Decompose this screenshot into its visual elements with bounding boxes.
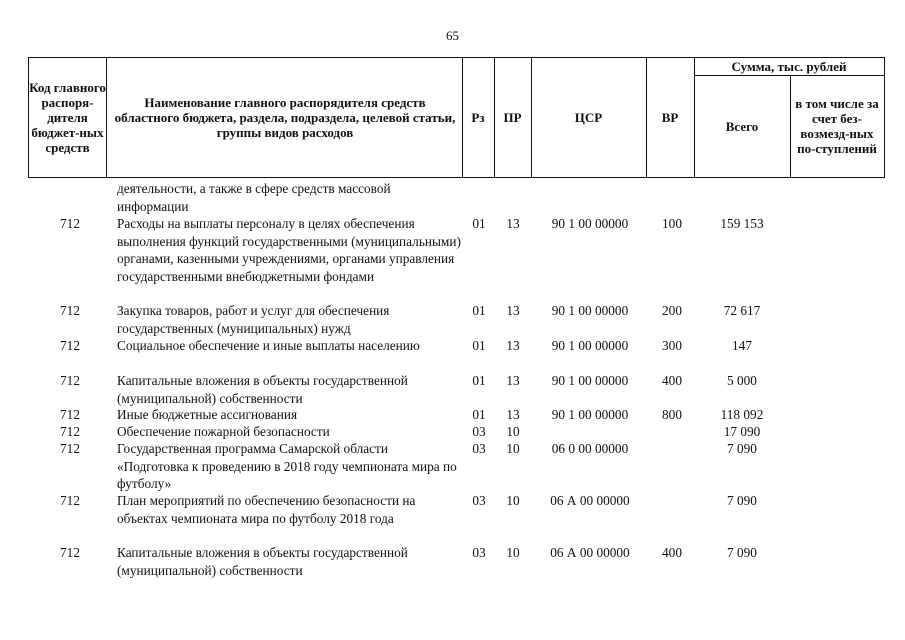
row-code: 712	[60, 303, 80, 318]
row-name: Социальное обеспечение и иные выплаты населению	[117, 338, 420, 353]
row-total: 17 090	[723, 424, 761, 439]
row-pr: 13	[506, 216, 520, 231]
header-csr: ЦСР	[574, 110, 603, 125]
row-vr: 100	[662, 216, 682, 231]
row-code: 712	[60, 338, 80, 353]
row-pr: 10	[506, 424, 520, 439]
row-name: Капитальные вложения в объекты государственной (муниципальной) собственности	[117, 545, 408, 578]
row-csr: 90 1 00 00000	[551, 407, 629, 422]
row-code: 712	[60, 407, 80, 422]
row-pr: 13	[506, 373, 520, 388]
row-rz: 01	[472, 338, 486, 353]
row-pr: 13	[506, 303, 520, 318]
row-code: 712	[60, 493, 80, 508]
row-total: 7 090	[727, 493, 757, 508]
table-header	[28, 57, 885, 178]
row-rz: 03	[472, 424, 486, 439]
row-name: Расходы на выплаты персоналу в целях обеспечения выполнения функций государственными (муниципальными) органами, казенными учреждениями, органами управления государственными внебюджетными фондами	[117, 216, 461, 284]
row-total: 7 090	[727, 545, 757, 560]
row-vr: 400	[662, 545, 682, 560]
header-total: Всего	[725, 118, 759, 134]
row-name: Закупка товаров, работ и услуг для обеспечения государственных (муниципальных) нужд	[117, 303, 390, 336]
row-csr: 06 А 00 00000	[550, 493, 630, 508]
row-csr: 90 1 00 00000	[551, 216, 629, 231]
row-pr: 10	[506, 441, 520, 456]
header-vr: ВР	[661, 110, 679, 125]
page-number: 65	[446, 28, 459, 43]
row-vr: 800	[662, 407, 682, 422]
row-name: Государственная программа Самарской области «Подготовка к проведению в 2018 году чемпионата мира по футболу»	[117, 441, 457, 491]
row-csr: 90 1 00 00000	[551, 303, 629, 318]
row-total: 118 092	[720, 407, 764, 422]
row-code: 712	[60, 441, 80, 456]
row-pr: 13	[506, 338, 520, 353]
row-total: 72 617	[723, 303, 761, 318]
row-total: 5 000	[727, 373, 757, 388]
row-csr: 06 А 00 00000	[550, 545, 630, 560]
header-code: Код главного распоря-дителя бюджет-ных средств	[29, 80, 106, 155]
row-rz: 03	[472, 545, 486, 560]
row-rz: 01	[472, 407, 486, 422]
row-pr: 10	[506, 493, 520, 508]
row-total: 159 153	[720, 216, 764, 231]
header-rz: Рз	[471, 110, 485, 125]
row-pr: 10	[506, 545, 520, 560]
row-name: деятельности, а также в сфере средств массовой информации	[117, 181, 391, 214]
header-free: в том числе за счет без-возмезд-ных по-ступлений	[795, 96, 879, 156]
row-name: Обеспечение пожарной безопасности	[117, 424, 330, 439]
row-code: 712	[60, 373, 80, 388]
header-sum: Сумма, тыс. рублей	[731, 59, 847, 74]
row-rz: 01	[472, 216, 486, 231]
row-csr: 90 1 00 00000	[551, 338, 629, 353]
row-code: 712	[60, 216, 80, 231]
row-rz: 01	[472, 373, 486, 388]
row-name: Капитальные вложения в объекты государственной (муниципальной) собственности	[117, 373, 408, 406]
header-pr: ПР	[503, 110, 522, 125]
row-rz: 03	[472, 441, 486, 456]
row-name: Иные бюджетные ассигнования	[117, 407, 298, 422]
row-vr: 300	[662, 338, 682, 353]
row-vr: 400	[662, 373, 682, 388]
row-vr: 200	[662, 303, 682, 318]
row-code: 712	[60, 424, 80, 439]
row-rz: 01	[472, 303, 486, 318]
row-pr: 13	[506, 407, 520, 422]
row-name: План мероприятий по обеспечению безопасности на объектах чемпионата мира по футболу 2018 года	[117, 493, 416, 526]
col-divider	[106, 58, 107, 177]
row-csr: 90 1 00 00000	[551, 373, 629, 388]
row-csr: 06 0 00 00000	[551, 441, 629, 456]
row-rz: 03	[472, 493, 486, 508]
row-code: 712	[60, 545, 80, 560]
row-total: 147	[732, 338, 752, 353]
row-total: 7 090	[727, 441, 757, 456]
header-name: Наименование главного распорядителя средств областного бюджета, раздела, подраздела, целевой статьи, группы видов расходов	[114, 95, 456, 140]
